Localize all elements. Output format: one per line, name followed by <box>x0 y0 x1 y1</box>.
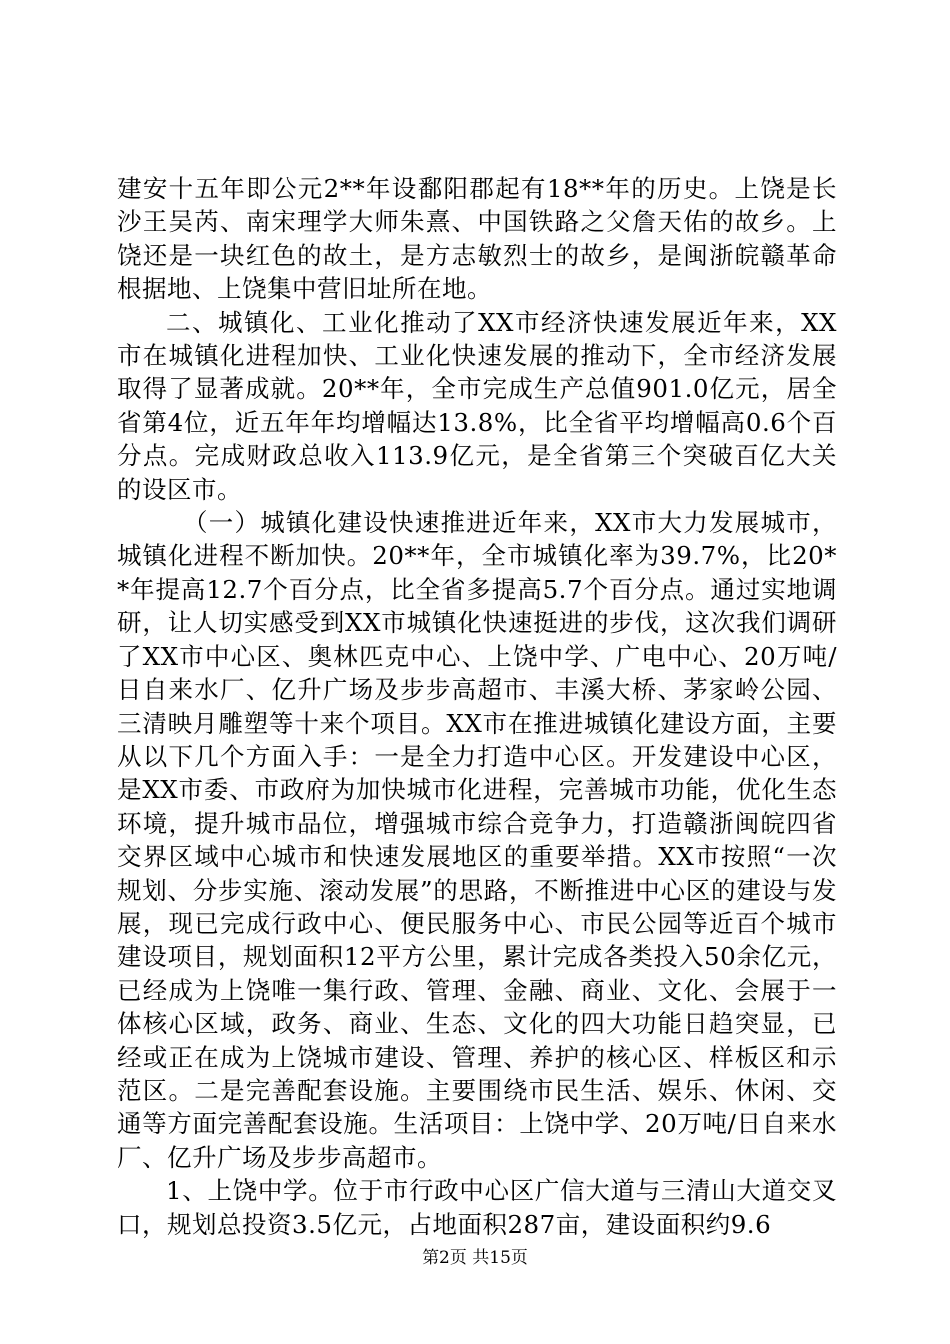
document-body <box>117 172 837 1241</box>
paragraph-history: 建安十五年即公元2**年设鄱阳郡起有18**年的历史。上饶是长沙王吴芮、南宋理学大师朱熹、中国铁路之父詹天佑的故乡。上饶还是一块红色的故土，是方志敏烈士的故乡，是闽浙皖赣革命根据地、上饶集中营旧址所在地。 <box>117 174 837 304</box>
paragraph-section-two: 二、城镇化、工业化推动了XX市经济快速发展近年来，XX市在城镇化进程加快、工业化快速发展的推动下，全市经济发展取得了显著成就。20**年，全市完成生产总值901.0亿元，居全省第4位，近五年年均增幅达13.8%，比全省平均增幅高0.6个百分点。完成财政总收入113.9亿元，是全省第三个突破百亿大关的设区市。 <box>117 307 837 504</box>
paragraph-urbanization: （一）城镇化建设快速推进近年来，XX市大力发展城市，城镇化进程不断加快。20**年，全市城镇化率为39.7%，比20**年提高12.7个百分点，比全省多提高5.7个百分点。通过实地调研，让人切实感受到XX市城镇化快速挺进的步伐，这次我们调研了XX市中心区、奥林匹克中心、上饶中学、广电中心、20万吨/日自来水厂、亿升广场及步步高超市、丰溪大桥、茅家岭公园、三清映月雕塑等十来个项目。XX市在推进城镇化建设方面，主要从以下几个方面入手：一是全力打造中心区。开发建设中心区，是XX市委、市政府为加快城市化进程，完善城市功能，优化生态环境，提升城市品位，增强城市综合竞争力，打造赣浙闽皖四省交界区域中心城市和快速发展地区的重要举措。XX市按照“一次规划、分步实施、滚动发展”的思路，不断推进中心区的建设与发展，现已完成行政中心、便民服务中心、市民公园等近百个城市建设项目，规划面积12平方公里，累计完成各类投入50余亿元，已经成为上饶唯一集行政、管理、金融、商业、文化、会展于一体核心区域，政务、商业、生态、文化的四大功能日趋突显，已经或正在成为上饶城市建设、管理、养护的核心区、样板区和示范区。二是完善配套设施。主要围绕市民生活、娱乐、休闲、交通等方面完善配套设施。生活项目：上饶中学、20万吨/日自来水厂、亿升广场及步步高超市。 <box>117 508 837 1172</box>
paragraph-shangrao-school: 1、上饶中学。位于市行政中心区广信大道与三清山大道交叉口，规划总投资3.5亿元，占地面积287亩，建设面积约9.6 <box>117 1176 837 1239</box>
page-number-footer: 第2页 共15页 <box>422 1248 528 1268</box>
